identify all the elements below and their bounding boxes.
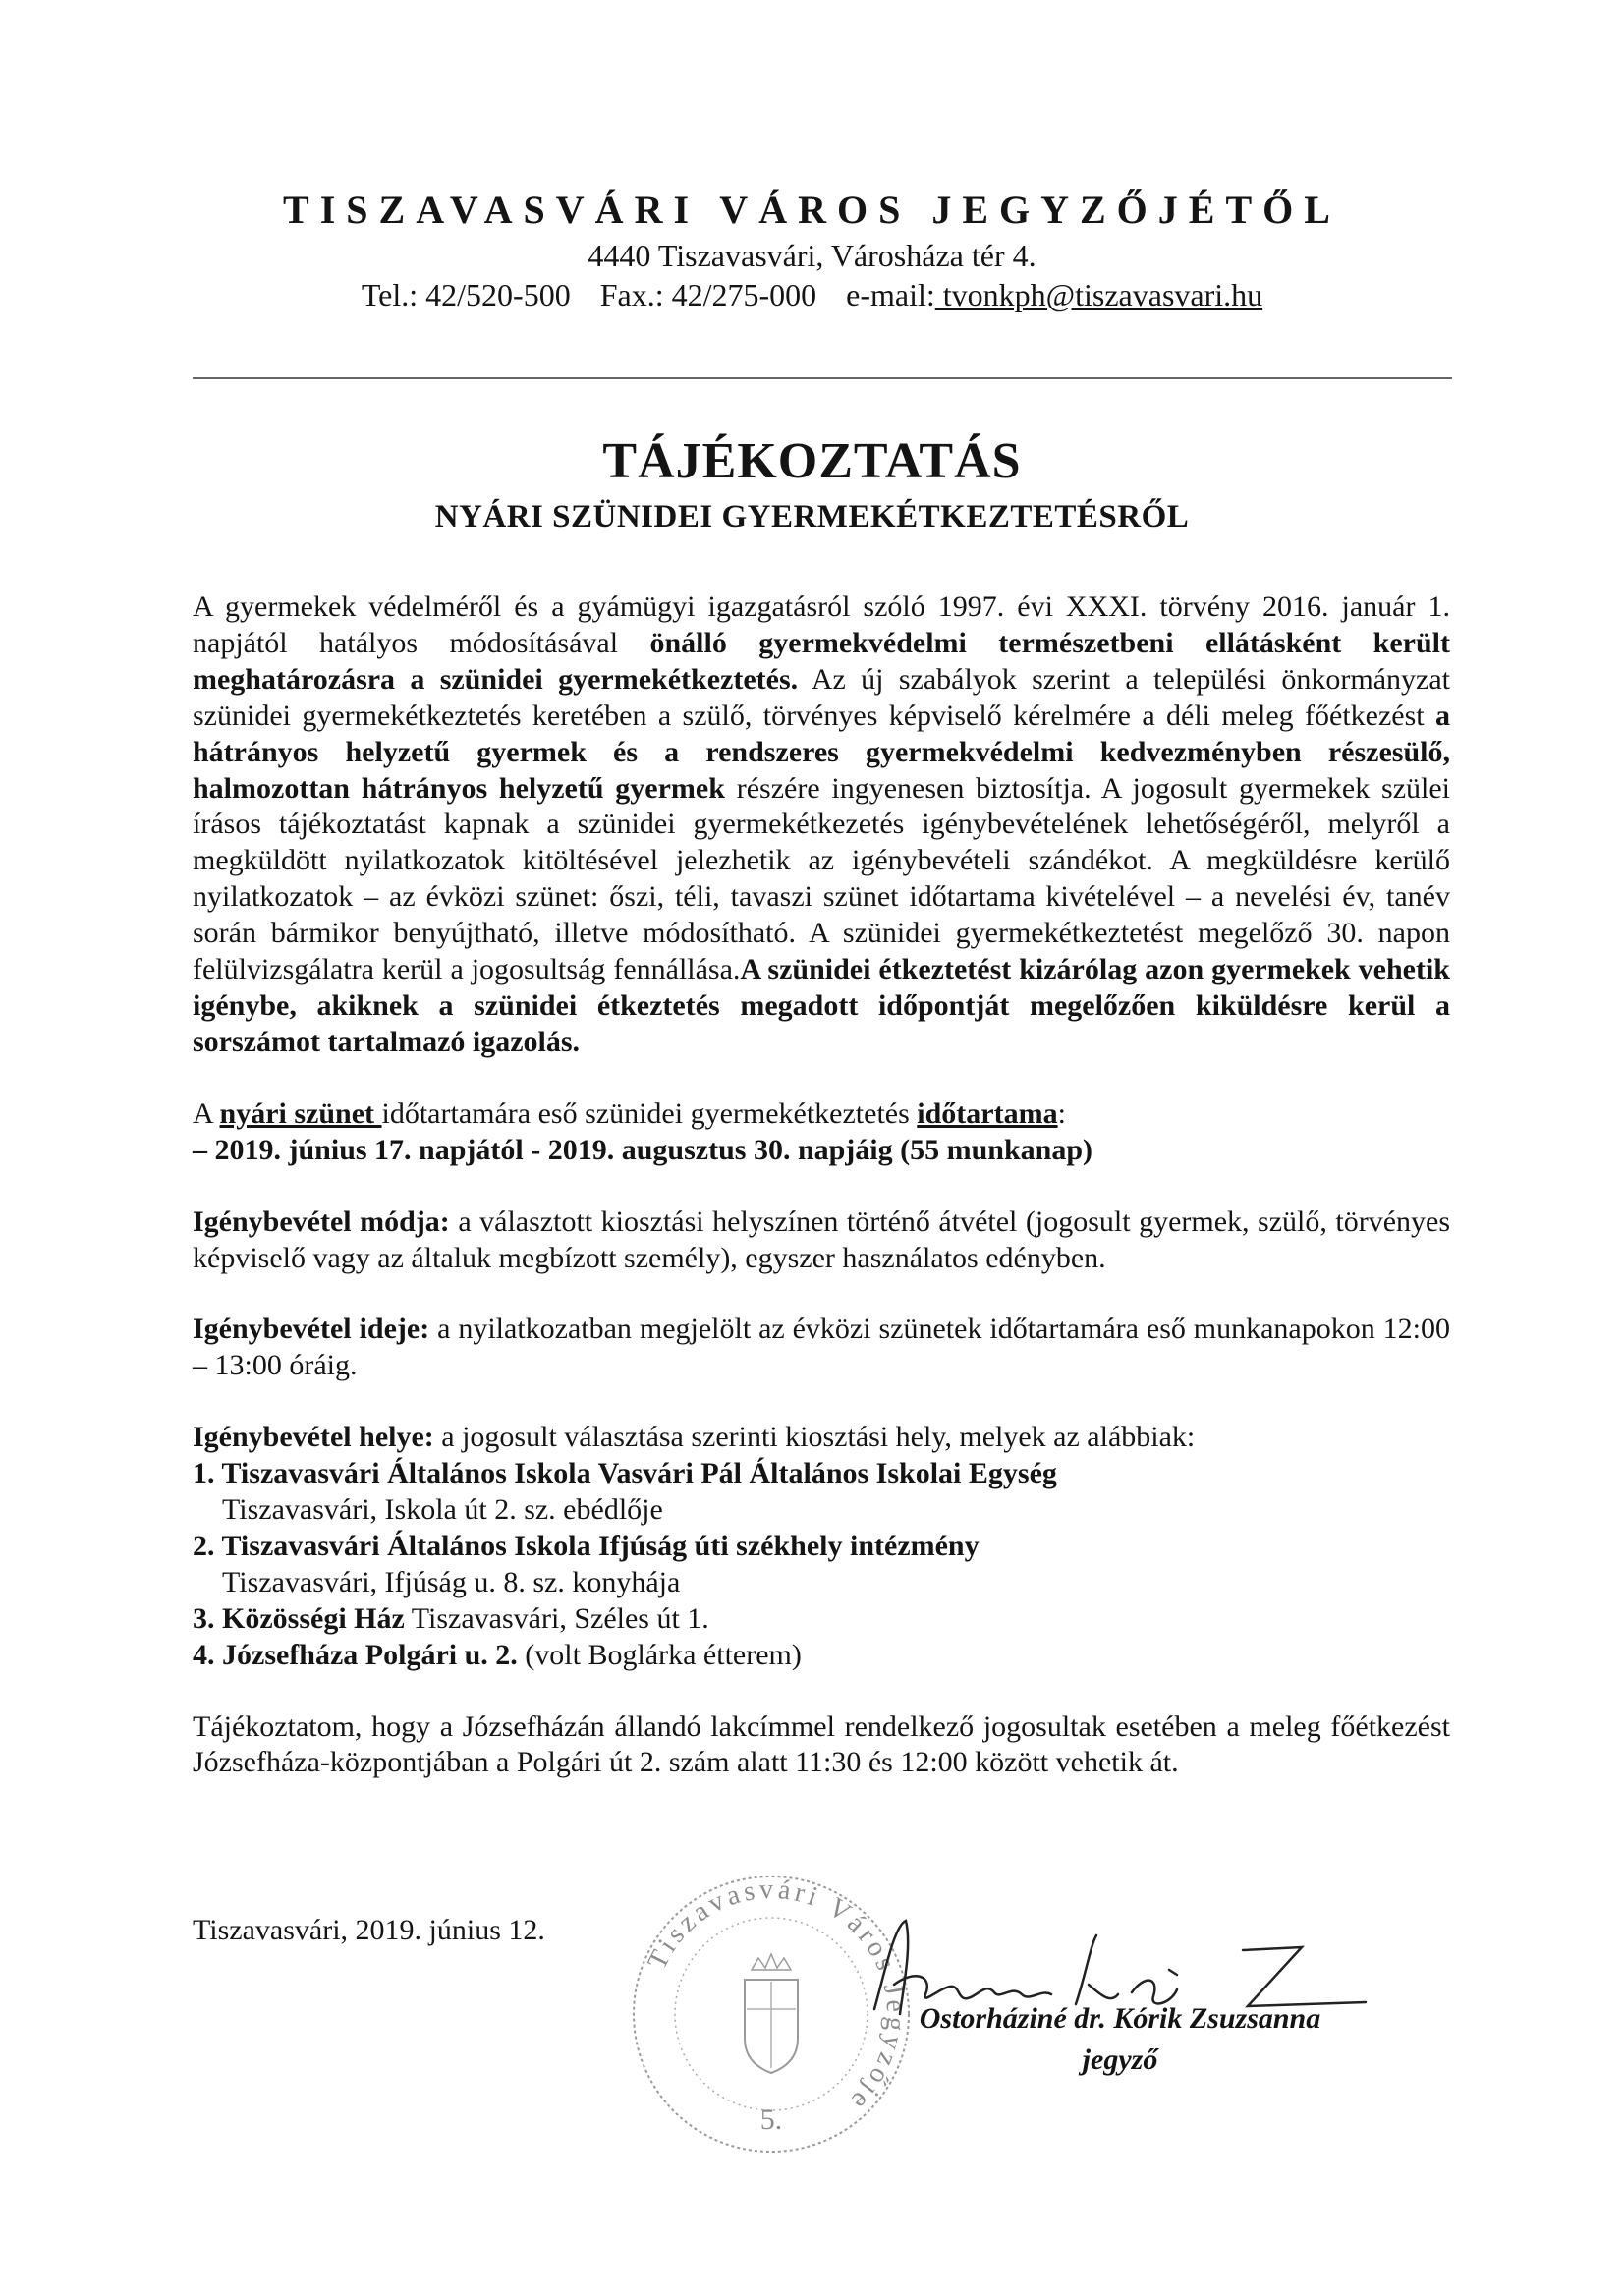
time-text: a nyilatkozatban megjelölt az évközi szünetek időtartamára eső munkanapokon 12:00 – 13:00 óráig. xyxy=(193,1313,1450,1382)
intro-text-2: Az új szabályok szerint a települési önkormányzat szünidei gyermekétkeztetés keretében a szülő, törvényes képviselő kérelmére a déli meleg főétkezést xyxy=(193,662,1450,732)
email-label: e-mail: xyxy=(846,277,935,312)
place-item-2-address: Tiszavasvári, Ifjúság u. 8. sz. konyhája xyxy=(222,1565,681,1598)
place-item-name: Tiszavasvári Általános Iskola Ifjúság úti székhely intézmény xyxy=(221,1529,980,1562)
fax-number: Fax.: 42/275-000 xyxy=(599,277,817,312)
intro-bold-2: a hátrányos helyzetű gyermek és a rendszeres gyermekvédelmi kedvezményben részesülő, halmozottan hátrányos helyzetű gyermek xyxy=(193,699,1450,805)
period-dates xyxy=(193,1133,1450,1169)
place-label: Igénybevétel helye: xyxy=(193,1421,434,1454)
period-line xyxy=(193,1096,1450,1133)
period-duration: időtartama xyxy=(917,1096,1058,1130)
phone-number: Tel.: 42/520-500 xyxy=(361,277,571,312)
document-date: Tiszavasvári, 2019. június 12. xyxy=(193,1914,545,1946)
mode-paragraph xyxy=(193,1204,1450,1277)
signer-name: Ostorháziné dr. Kórik Zsuzsanna xyxy=(919,2002,1321,2035)
document-title: TÁJÉKOZTATÁS xyxy=(602,433,1022,489)
document-body xyxy=(193,589,1450,1781)
intro-bold-1: önálló gyermekvédelmi természetbeni ellátásként került meghatározásra a szünidei gyermekétkeztetés. xyxy=(193,626,1451,696)
intro-paragraph xyxy=(193,589,1450,1061)
place-item-4 xyxy=(193,1638,1450,1674)
place-item-address: (volt Boglárka étterem) xyxy=(517,1638,802,1671)
document-subtitle: NYÁRI SZÜNIDEI GYERMEKÉTKEZTETÉSRŐL xyxy=(434,499,1190,534)
office-name: TISZAVASVÁRI VÁROS JEGYZŐJÉTŐL xyxy=(283,188,1341,232)
intro-bold-3: A szünidei étkeztetést kizárólag azon gyermekek vehetik igénybe, akiknek a szünidei étkeztetés megadott időpontját megelőzően kiküldésre kerül a sorszámot tartalmazó igazolás. xyxy=(193,953,1450,1058)
signer-role: jegyző xyxy=(1082,2044,1158,2076)
stamp-text: Tiszavasvári Város Jegyzője xyxy=(642,1874,912,2119)
period-summer: nyári szünet xyxy=(219,1096,382,1130)
place-item-number: 3. xyxy=(193,1601,215,1635)
time-paragraph xyxy=(193,1312,1450,1384)
place-item-1 xyxy=(193,1456,1450,1492)
place-item-name: Tiszavasvári Általános Iskola Vasvári Pál Általános Iskolai Egység xyxy=(221,1457,1057,1490)
office-address: 4440 Tiszavasvári, Városháza tér 4. xyxy=(588,238,1036,273)
place-item-address: Tiszavasvári, Széles út 1. xyxy=(404,1601,709,1635)
intro-text-1: A gyermekek védelméről és a gyámügyi igazgatásról szóló 1997. évi XXXI. törvény 2016. január 1. napjától hatályos módosításával xyxy=(193,590,1450,659)
place-text: a jogosult választása szerinti kiosztási hely, melyek az alábbiak: xyxy=(433,1421,1196,1454)
place-item-name: Józsefháza Polgári u. 2. xyxy=(222,1638,518,1671)
period-text-2: időtartamára eső szünidei gyermekétkeztetés xyxy=(381,1096,918,1130)
mode-label: Igénybevétel módja: xyxy=(193,1204,450,1238)
intro-text-3: részére ingyenesen biztosítja. A jogosult gyermekek szülei írásos tájékoztatást kapnak a szünidei gyermekétkezetés igénybevételének lehetőségéről, melyről a megküldött nyilatkozatok kitöltésével jelezhetik az igénybevételi szándékot. A megküldésre kerülő nyilatkozatok – az évközi szünet: őszi, téli, tavaszi szünet időtartama kivételével – a nevelési év, tanév során bármikor benyújtható, illetve módosítható. A szünidei gyermekétkeztetést megelőző 30. napon felülvizsgálatra kerül a jogosultság fennállása. xyxy=(193,771,1450,986)
office-contact xyxy=(0,275,1624,314)
period-colon: : xyxy=(1057,1096,1066,1130)
place-item-number: 4. xyxy=(193,1638,215,1671)
place-item-1-address: Tiszavasvári, Iskola út 2. sz. ebédlője xyxy=(222,1493,663,1527)
time-label: Igénybevétel ideje: xyxy=(193,1313,430,1346)
letterhead xyxy=(0,185,1624,314)
period-text-1: A xyxy=(193,1096,220,1130)
place-item-number: 1. xyxy=(193,1457,215,1490)
place-item-3 xyxy=(193,1601,1450,1638)
mode-text: a választott kiosztási helyszínen történő átvétel (jogosult gyermek, szülő, törvényes képviselő vagy az általuk megbízott személy), egyszer használatos edényben. xyxy=(193,1204,1451,1274)
header-divider xyxy=(193,377,1452,379)
place-item-number: 2. xyxy=(193,1529,215,1562)
stamp-number: 5. xyxy=(759,2103,783,2136)
place-item-name: Közösségi Ház xyxy=(222,1601,405,1635)
period-dates-text: – 2019. június 17. napjától - 2019. augusztus 30. napjáig (55 munkanap) xyxy=(193,1133,1093,1166)
notice-paragraph: Tájékoztatom, hogy a Józsefházán állandó lakcímmel rendelkező jogosultak esetében a meleg főétkezést Józsefháza-központjában a Polgári út 2. szám alatt 11:30 és 12:00 között vehetik át. xyxy=(193,1709,1450,1779)
email-address: tvonkph@tiszavasvari.hu xyxy=(934,277,1263,312)
place-paragraph xyxy=(193,1420,1450,1456)
place-item-2 xyxy=(193,1529,1450,1565)
